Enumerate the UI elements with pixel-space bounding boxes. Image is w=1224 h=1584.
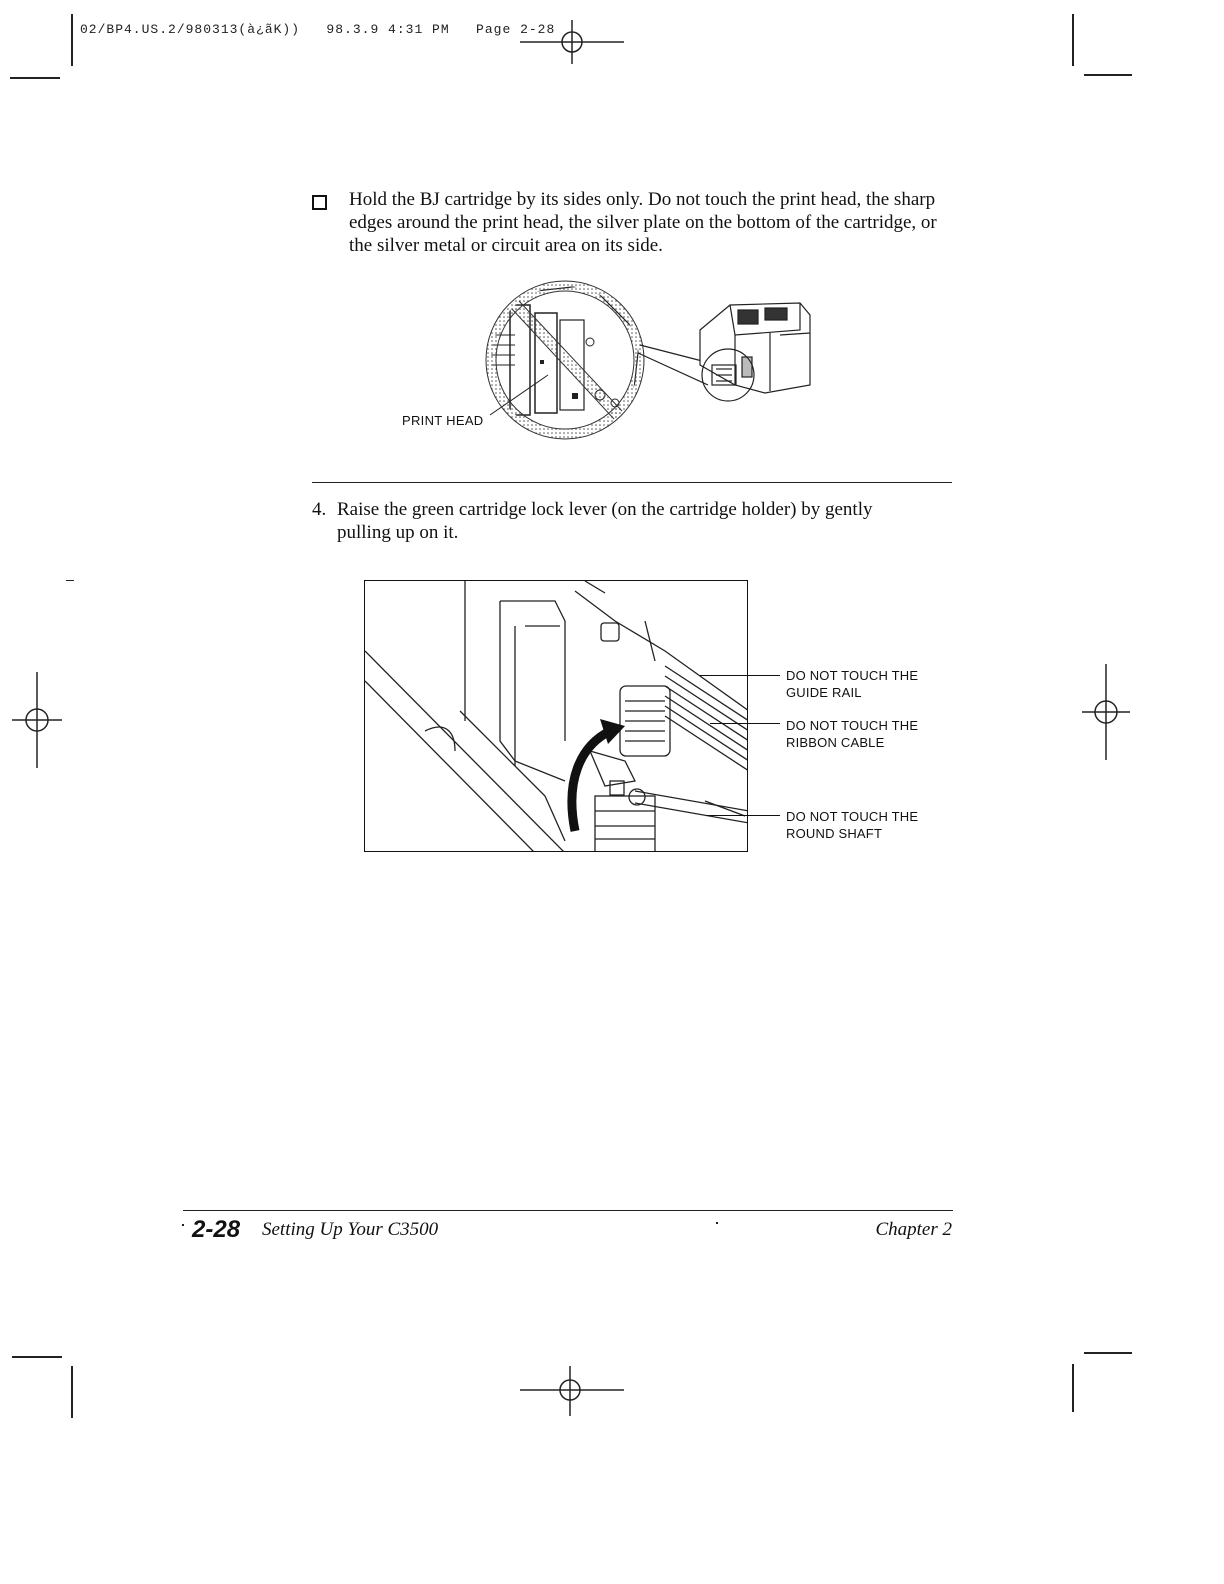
step-text: Raise the green cartridge lock lever (on the cartridge holder) by gently pulling up on it. (337, 499, 873, 543)
section-divider (312, 482, 952, 483)
print-head-label: PRINT HEAD (402, 413, 484, 428)
footer-rule (183, 1210, 953, 1211)
registration-mark-left (12, 672, 62, 768)
footer-center-dot (716, 1222, 718, 1224)
running-footer-title: Setting Up Your C3500 (262, 1219, 439, 1240)
registration-mark-right (1082, 664, 1130, 760)
crop-mark-tl-horizontal (10, 77, 60, 79)
crop-mark-tr-vertical (1072, 14, 1074, 66)
callout-leader-ribbon-cable (710, 723, 780, 724)
caution-bullet-text: Hold the BJ cartridge by its sides only. Do not touch the print head, the sharp edges around the print head, the silver plate on the bottom of the cartridge, or the silver metal or circuit area on its side. (349, 189, 937, 256)
callout-ribbon-cable-line1: DO NOT TOUCH THE (786, 718, 919, 733)
callout-round-shaft-line2: ROUND SHAFT (786, 826, 883, 841)
page-number: 2-28 (192, 1216, 241, 1243)
tick-mark-left (66, 580, 74, 581)
crop-mark-bl-vertical (71, 1366, 73, 1418)
crop-mark-bl-horizontal (12, 1356, 62, 1358)
running-footer-chapter: Chapter 2 (875, 1219, 952, 1240)
callout-guide-rail-line2: GUIDE RAIL (786, 685, 862, 700)
crop-mark-tr-horizontal (1084, 74, 1132, 76)
callout-round-shaft (786, 808, 918, 842)
cartridge-holder-illustration (364, 580, 748, 852)
registration-mark-bottom (520, 1366, 624, 1416)
callout-ribbon-cable-line2: RIBBON CABLE (786, 735, 885, 750)
crop-mark-br-vertical (1072, 1364, 1074, 1412)
step-number: 4. (312, 499, 327, 520)
cartridge-holder-drawing (365, 581, 748, 852)
callout-leader-guide-rail (700, 675, 780, 676)
crop-mark-br-horizontal (1084, 1352, 1132, 1354)
callout-guide-rail (786, 667, 918, 701)
callout-round-shaft-line1: DO NOT TOUCH THE (786, 809, 919, 824)
callout-guide-rail-line1: DO NOT TOUCH THE (786, 668, 919, 683)
callout-ribbon-cable (786, 717, 918, 751)
callout-leader-round-shaft (706, 815, 780, 816)
footer-left-dot (182, 1224, 184, 1226)
print-slug-header: 02/BP4.US.2/980313(à¿ãK)) 98.3.9 4:31 PM Page 2-28 (80, 22, 556, 37)
checkbox-bullet-icon (312, 195, 327, 210)
crop-mark-tl-vertical (71, 14, 73, 66)
